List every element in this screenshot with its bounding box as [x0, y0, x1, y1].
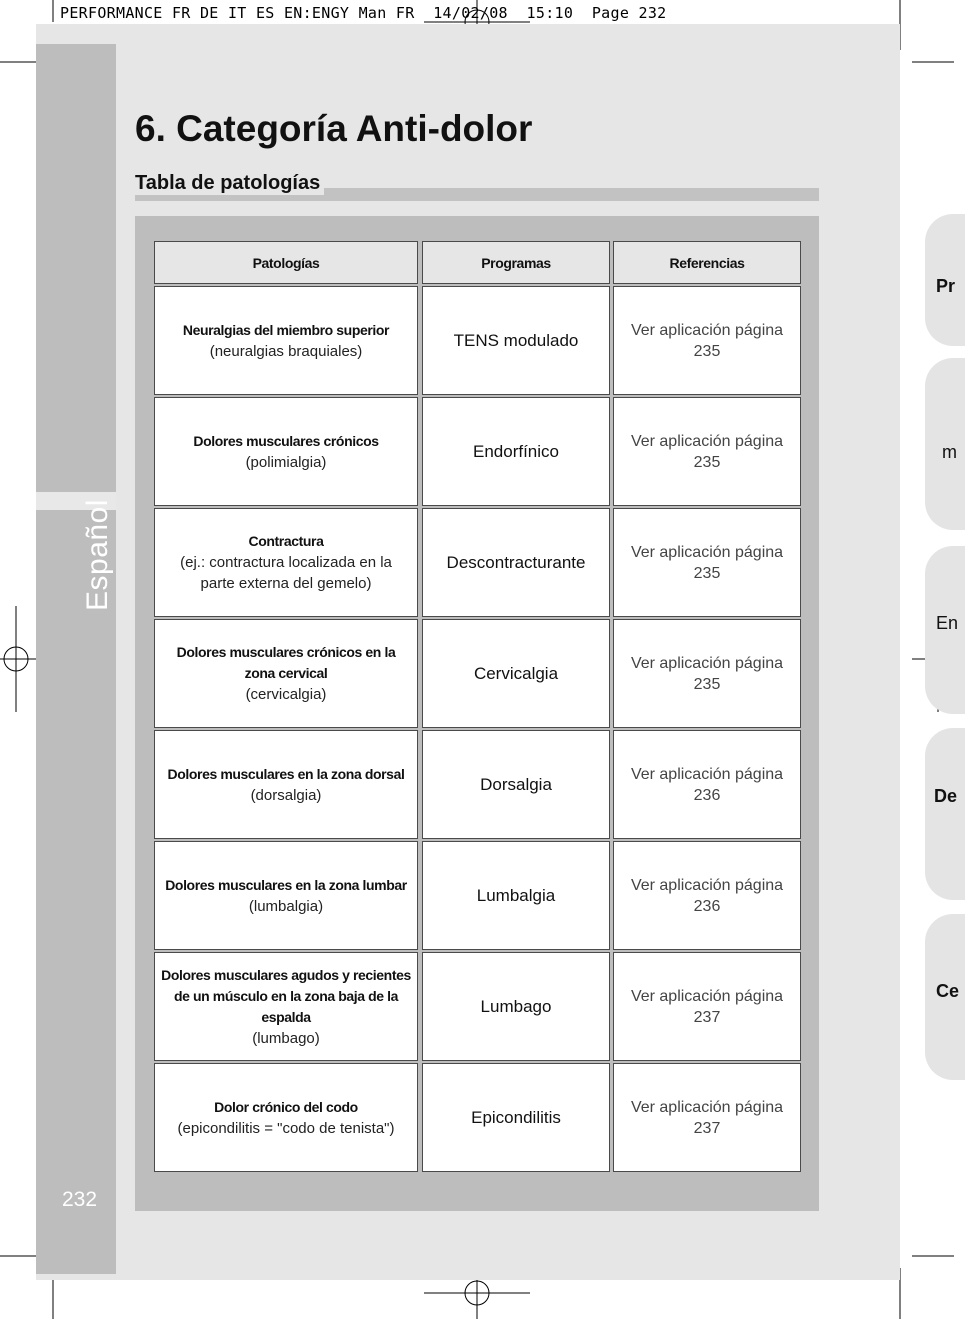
reference-text: Ver aplicación página	[630, 654, 784, 672]
pathology-name: Dolor crónico del codo	[214, 1098, 358, 1115]
pathology-cell	[154, 730, 418, 839]
reference-page: 236	[693, 786, 721, 804]
pathology-detail: (lumbago)	[252, 1029, 320, 1047]
program-cell	[422, 841, 610, 950]
pathology-cell	[154, 508, 418, 617]
reference-cell	[613, 397, 801, 506]
pathology-detail: (lumbalgia)	[248, 897, 324, 915]
pathology-cell	[154, 397, 418, 506]
reference-page: 237	[693, 1119, 721, 1137]
pathology-name: Contractura	[248, 533, 324, 549]
reference-page: 235	[693, 675, 721, 693]
pathology-cell	[154, 952, 418, 1061]
right-tab-label-4: De	[934, 786, 958, 806]
table-header-references	[613, 241, 801, 284]
print-slug: PERFORMANCE FR DE IT ES EN:ENGY Man FR 14/02/08 15:10 Page 232	[60, 4, 667, 22]
header-label: Referencias	[669, 254, 745, 271]
pathology-detail: (cervicalgia)	[245, 686, 327, 703]
reference-text: Ver aplicación página	[630, 1098, 784, 1116]
pathology-detail: (epicondilitis = "codo de tenista")	[177, 1119, 395, 1137]
program-name: Lumbalgia	[476, 885, 556, 905]
pathology-name: Dolores musculares crónicos	[193, 432, 379, 449]
program-name: Descontracturante	[446, 552, 586, 572]
reference-page: 235	[693, 342, 721, 360]
program-cell	[422, 952, 610, 1061]
program-cell	[422, 619, 610, 728]
section-subtitle: Tabla de patologías	[135, 172, 324, 195]
program-name: Lumbago	[480, 996, 552, 1016]
header-label: Patologías	[252, 254, 320, 271]
program-name: Dorsalgia	[480, 774, 552, 794]
pathology-detail: (polimialgia)	[245, 453, 327, 471]
pathology-name: Dolores musculares en la zona dorsal	[167, 765, 405, 782]
program-name: Epicondilitis	[471, 1107, 561, 1127]
reference-text: Ver aplicación página	[630, 765, 784, 783]
pathology-name: Dolores musculares en la zona lumbar	[165, 876, 407, 893]
pathology-name: Dolores musculares crónicos en la zona cervical	[176, 644, 396, 681]
reference-page: 237	[693, 1008, 721, 1026]
reference-text: Ver aplicación página	[630, 432, 784, 450]
pathology-detail: (ej.: contractura localizada en la parte externa del gemelo)	[180, 554, 392, 592]
program-cell	[422, 1063, 610, 1172]
program-name: Endorfínico	[473, 441, 559, 461]
right-tab-label-3: En	[936, 613, 959, 633]
program-name: TENS modulado	[453, 330, 579, 350]
reference-text: Ver aplicación página	[630, 987, 784, 1005]
pathology-name: Neuralgias del miembro superior	[182, 321, 390, 338]
reference-cell	[613, 619, 801, 728]
reference-cell	[613, 730, 801, 839]
right-tab-4	[925, 728, 965, 900]
reference-text: Ver aplicación página	[630, 543, 784, 561]
program-cell	[422, 397, 610, 506]
reference-cell	[613, 841, 801, 950]
page-number: 232	[62, 1188, 98, 1211]
right-tab-label-2: m	[942, 442, 957, 462]
pathology-cell	[154, 619, 418, 728]
reference-cell	[613, 952, 801, 1061]
pathology-cell	[154, 841, 418, 950]
program-cell	[422, 286, 610, 395]
program-cell	[422, 508, 610, 617]
reference-page: 236	[693, 897, 721, 915]
reference-cell	[613, 1063, 801, 1172]
table-header-programs	[422, 241, 610, 284]
pathology-detail: (dorsalgia)	[250, 786, 322, 804]
left-sidebar-band	[36, 44, 116, 1274]
page-title: 6. Categoría Anti-dolor	[135, 108, 533, 149]
language-label: Español	[81, 499, 114, 611]
reference-cell	[613, 286, 801, 395]
pathology-name: Dolores musculares agudos y recientes de un músculo en la zona baja de la espalda	[161, 966, 411, 1025]
program-name: Cervicalgia	[473, 663, 559, 683]
reference-cell	[613, 508, 801, 617]
program-cell	[422, 730, 610, 839]
pathology-detail: (neuralgias braquiales)	[209, 342, 363, 360]
header-label: Programas	[481, 254, 551, 271]
reference-page: 235	[693, 564, 721, 582]
reference-text: Ver aplicación página	[630, 321, 784, 339]
right-tab-label-5: Ce	[936, 981, 960, 1001]
right-tab-label-1: Pr	[936, 276, 956, 296]
table-header-pathologies	[154, 241, 418, 284]
pathology-cell	[154, 1063, 418, 1172]
reference-text: Ver aplicación página	[630, 876, 784, 894]
reference-page: 235	[693, 453, 721, 471]
pathology-cell	[154, 286, 418, 395]
